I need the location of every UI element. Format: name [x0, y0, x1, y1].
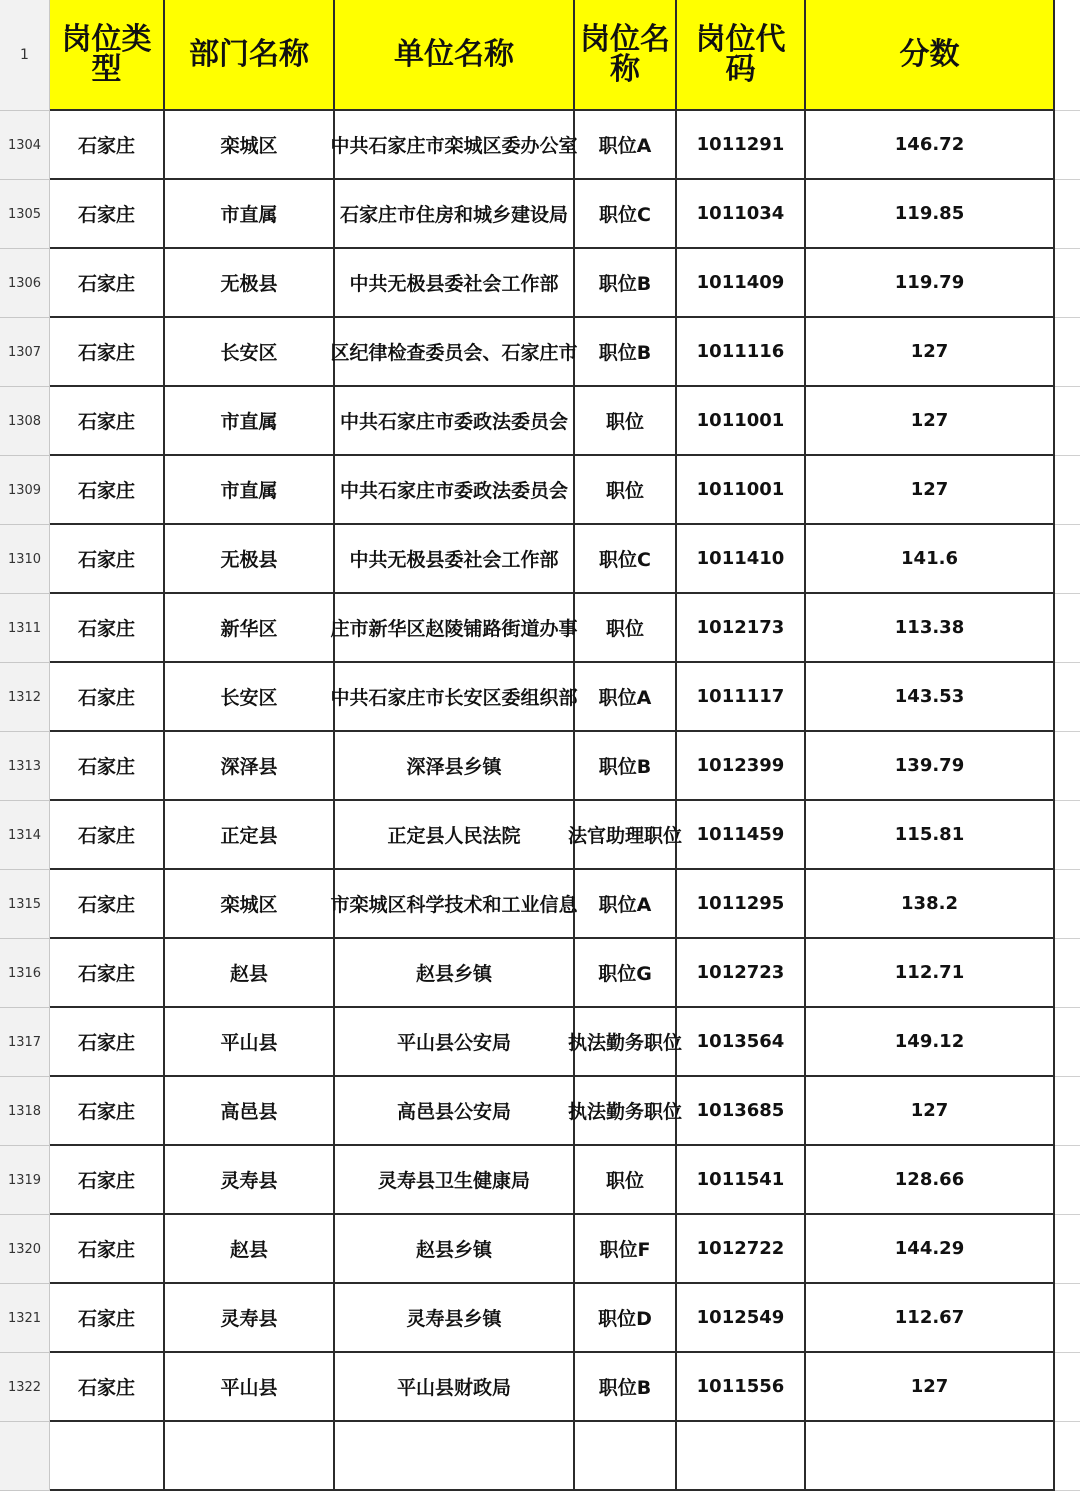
table-row [0, 180, 1080, 249]
cell-post-name[interactable]: 职位F [575, 1215, 677, 1284]
table-row [0, 594, 1080, 663]
cell-post-code[interactable]: 1012549 [677, 1284, 806, 1353]
table-row [0, 1353, 1080, 1422]
cell-unit[interactable]: 中共石家庄市栾城区委办公室 [335, 111, 575, 180]
row-number[interactable]: 1312 [0, 663, 50, 732]
cell-post-name[interactable]: 职位 [575, 1146, 677, 1215]
table-row [0, 318, 1080, 387]
cell-score[interactable]: 127 [806, 1353, 1055, 1422]
cell-post-name[interactable]: 执法勤务职位 [575, 1008, 677, 1077]
cell-post-type[interactable]: 石家庄 [50, 663, 165, 732]
empty-cell[interactable] [1055, 387, 1080, 456]
cell-post-code[interactable]: 1011459 [677, 801, 806, 870]
cell-unit[interactable]: 区纪律检查委员会、石家庄市 [335, 318, 575, 387]
row-number[interactable]: 1305 [0, 180, 50, 249]
table-row [0, 1077, 1080, 1146]
column-header-score[interactable]: 分数 [806, 0, 1055, 111]
cell-score[interactable]: 127 [806, 318, 1055, 387]
cell-score[interactable]: 119.85 [806, 180, 1055, 249]
cell-unit[interactable]: 庄市新华区赵陵铺路街道办事 [335, 594, 575, 663]
cell-department[interactable]: 平山县 [165, 1008, 335, 1077]
cell-score[interactable]: 127 [806, 387, 1055, 456]
table-cell[interactable] [575, 1422, 677, 1491]
table-row [0, 870, 1080, 939]
cell-post-name[interactable]: 职位 [575, 456, 677, 525]
table-row [0, 1008, 1080, 1077]
cell-post-name[interactable]: 职位C [575, 180, 677, 249]
empty-cell[interactable] [1055, 111, 1080, 180]
cell-post-name[interactable]: 职位 [575, 387, 677, 456]
column-header-department[interactable]: 部门名称 [165, 0, 335, 111]
row-number[interactable]: 1 [0, 0, 50, 111]
table-row [0, 525, 1080, 594]
cell-post-type[interactable]: 石家庄 [50, 801, 165, 870]
cell-post-code[interactable]: 1011295 [677, 870, 806, 939]
cell-post-type[interactable]: 石家庄 [50, 939, 165, 1008]
empty-cell[interactable] [1055, 525, 1080, 594]
column-header-post-code[interactable]: 岗位代码 [677, 0, 806, 111]
cell-department[interactable]: 市直属 [165, 180, 335, 249]
cell-post-type[interactable]: 石家庄 [50, 180, 165, 249]
empty-cell[interactable] [1055, 1146, 1080, 1215]
empty-cell[interactable] [1055, 1215, 1080, 1284]
row-number[interactable]: 1310 [0, 525, 50, 594]
cell-department[interactable]: 正定县 [165, 801, 335, 870]
row-number[interactable] [0, 1422, 50, 1491]
cell-post-name[interactable]: 职位B [575, 1353, 677, 1422]
cell-post-type[interactable]: 石家庄 [50, 1284, 165, 1353]
cell-post-code[interactable]: 1011541 [677, 1146, 806, 1215]
cell-department[interactable]: 灵寿县 [165, 1284, 335, 1353]
table-cell[interactable] [335, 1422, 575, 1491]
cell-unit[interactable]: 平山县财政局 [335, 1353, 575, 1422]
empty-cell[interactable] [1055, 594, 1080, 663]
cell-unit[interactable]: 高邑县公安局 [335, 1077, 575, 1146]
table-cell[interactable] [677, 1422, 806, 1491]
cell-department[interactable]: 灵寿县 [165, 1146, 335, 1215]
cell-post-name[interactable]: 职位 [575, 594, 677, 663]
cell-unit[interactable]: 中共石家庄市委政法委员会 [335, 387, 575, 456]
table-row [0, 663, 1080, 732]
cell-post-code[interactable]: 1011291 [677, 111, 806, 180]
cell-unit[interactable]: 石家庄市住房和城乡建设局 [335, 180, 575, 249]
cell-unit[interactable]: 平山县公安局 [335, 1008, 575, 1077]
cell-post-code[interactable]: 1012722 [677, 1215, 806, 1284]
cell-post-name[interactable]: 执法勤务职位 [575, 1077, 677, 1146]
cell-unit[interactable]: 正定县人民法院 [335, 801, 575, 870]
empty-cell[interactable] [1055, 1008, 1080, 1077]
table-cell[interactable] [806, 1422, 1055, 1491]
cell-unit[interactable]: 赵县乡镇 [335, 1215, 575, 1284]
table-row [0, 732, 1080, 801]
partial-row [0, 1422, 1080, 1491]
row-number[interactable]: 1304 [0, 111, 50, 180]
cell-post-name[interactable]: 职位B [575, 318, 677, 387]
cell-unit[interactable]: 市栾城区科学技术和工业信息 [335, 870, 575, 939]
cell-department[interactable]: 栾城区 [165, 111, 335, 180]
cell-post-name[interactable]: 职位G [575, 939, 677, 1008]
row-number[interactable]: 1319 [0, 1146, 50, 1215]
column-header-post-type[interactable]: 岗位类型 [50, 0, 165, 111]
row-number[interactable]: 1317 [0, 1008, 50, 1077]
cell-post-code[interactable]: 1011001 [677, 456, 806, 525]
cell-post-type[interactable]: 石家庄 [50, 387, 165, 456]
empty-cell[interactable] [1055, 249, 1080, 318]
cell-unit[interactable]: 灵寿县乡镇 [335, 1284, 575, 1353]
cell-score[interactable]: 112.71 [806, 939, 1055, 1008]
cell-score[interactable]: 115.81 [806, 801, 1055, 870]
cell-post-code[interactable]: 1011001 [677, 387, 806, 456]
empty-cell[interactable] [1055, 1353, 1080, 1422]
cell-post-type[interactable]: 石家庄 [50, 870, 165, 939]
cell-post-code[interactable]: 1011116 [677, 318, 806, 387]
cell-score[interactable]: 112.67 [806, 1284, 1055, 1353]
cell-unit[interactable]: 灵寿县卫生健康局 [335, 1146, 575, 1215]
cell-score[interactable]: 144.29 [806, 1215, 1055, 1284]
row-number[interactable]: 1316 [0, 939, 50, 1008]
column-header-unit[interactable]: 单位名称 [335, 0, 575, 111]
row-number[interactable]: 1307 [0, 318, 50, 387]
cell-post-code[interactable]: 1011410 [677, 525, 806, 594]
row-number[interactable]: 1314 [0, 801, 50, 870]
empty-cell[interactable] [1055, 0, 1080, 111]
cell-post-type[interactable]: 石家庄 [50, 1215, 165, 1284]
cell-post-code[interactable]: 1012723 [677, 939, 806, 1008]
cell-department[interactable]: 市直属 [165, 456, 335, 525]
cell-post-type[interactable]: 石家庄 [50, 1008, 165, 1077]
cell-score[interactable]: 138.2 [806, 870, 1055, 939]
table-row [0, 387, 1080, 456]
cell-score[interactable]: 113.38 [806, 594, 1055, 663]
cell-department[interactable]: 高邑县 [165, 1077, 335, 1146]
cell-department[interactable]: 平山县 [165, 1353, 335, 1422]
empty-cell[interactable] [1055, 180, 1080, 249]
cell-department[interactable]: 无极县 [165, 525, 335, 594]
cell-post-type[interactable]: 石家庄 [50, 732, 165, 801]
table-row [0, 1146, 1080, 1215]
cell-post-code[interactable]: 1013564 [677, 1008, 806, 1077]
cell-score[interactable]: 143.53 [806, 663, 1055, 732]
cell-unit[interactable]: 赵县乡镇 [335, 939, 575, 1008]
row-number[interactable]: 1315 [0, 870, 50, 939]
cell-score[interactable]: 128.66 [806, 1146, 1055, 1215]
cell-department[interactable]: 赵县 [165, 939, 335, 1008]
column-header-post-name[interactable]: 岗位名称 [575, 0, 677, 111]
table-row [0, 249, 1080, 318]
cell-post-name[interactable]: 职位A [575, 663, 677, 732]
cell-post-type[interactable]: 石家庄 [50, 525, 165, 594]
table-row [0, 111, 1080, 180]
cell-department[interactable]: 市直属 [165, 387, 335, 456]
table-cell[interactable] [50, 1422, 165, 1491]
cell-post-name[interactable]: 法官助理职位 [575, 801, 677, 870]
cell-department[interactable]: 新华区 [165, 594, 335, 663]
cell-post-code[interactable]: 1013685 [677, 1077, 806, 1146]
cell-score[interactable]: 146.72 [806, 111, 1055, 180]
row-number[interactable]: 1311 [0, 594, 50, 663]
cell-post-type[interactable]: 石家庄 [50, 1077, 165, 1146]
empty-cell[interactable] [1055, 1422, 1080, 1491]
cell-unit[interactable]: 中共石家庄市委政法委员会 [335, 456, 575, 525]
cell-department[interactable]: 无极县 [165, 249, 335, 318]
table-row [0, 1215, 1080, 1284]
cell-score[interactable]: 127 [806, 1077, 1055, 1146]
cell-post-code[interactable]: 1011556 [677, 1353, 806, 1422]
row-number[interactable]: 1306 [0, 249, 50, 318]
cell-post-code[interactable]: 1011409 [677, 249, 806, 318]
cell-unit[interactable]: 深泽县乡镇 [335, 732, 575, 801]
cell-post-name[interactable]: 职位D [575, 1284, 677, 1353]
cell-post-type[interactable]: 石家庄 [50, 456, 165, 525]
empty-cell[interactable] [1055, 1284, 1080, 1353]
cell-score[interactable]: 139.79 [806, 732, 1055, 801]
table-cell[interactable] [165, 1422, 335, 1491]
empty-cell[interactable] [1055, 939, 1080, 1008]
cell-post-name[interactable]: 职位B [575, 732, 677, 801]
cell-unit[interactable]: 中共无极县委社会工作部 [335, 249, 575, 318]
row-number[interactable]: 1322 [0, 1353, 50, 1422]
header-row [0, 0, 1080, 111]
cell-unit[interactable]: 中共无极县委社会工作部 [335, 525, 575, 594]
cell-post-type[interactable]: 石家庄 [50, 1146, 165, 1215]
cell-score[interactable]: 127 [806, 456, 1055, 525]
row-number[interactable]: 1321 [0, 1284, 50, 1353]
cell-post-type[interactable]: 石家庄 [50, 249, 165, 318]
row-number[interactable]: 1309 [0, 456, 50, 525]
cell-department[interactable]: 深泽县 [165, 732, 335, 801]
cell-score[interactable]: 149.12 [806, 1008, 1055, 1077]
cell-department[interactable]: 长安区 [165, 318, 335, 387]
cell-score[interactable]: 141.6 [806, 525, 1055, 594]
cell-post-name[interactable]: 职位A [575, 111, 677, 180]
cell-post-code[interactable]: 1012399 [677, 732, 806, 801]
cell-post-type[interactable]: 石家庄 [50, 318, 165, 387]
empty-cell[interactable] [1055, 1077, 1080, 1146]
row-number[interactable]: 1308 [0, 387, 50, 456]
cell-post-name[interactable]: 职位C [575, 525, 677, 594]
empty-cell[interactable] [1055, 456, 1080, 525]
row-number[interactable]: 1318 [0, 1077, 50, 1146]
empty-cell[interactable] [1055, 801, 1080, 870]
cell-post-type[interactable]: 石家庄 [50, 1353, 165, 1422]
cell-department[interactable]: 栾城区 [165, 870, 335, 939]
table-row [0, 939, 1080, 1008]
table-row [0, 456, 1080, 525]
cell-post-code[interactable]: 1011034 [677, 180, 806, 249]
table-row [0, 801, 1080, 870]
empty-cell[interactable] [1055, 663, 1080, 732]
cell-score[interactable]: 119.79 [806, 249, 1055, 318]
cell-post-code[interactable]: 1012173 [677, 594, 806, 663]
cell-department[interactable]: 长安区 [165, 663, 335, 732]
cell-post-type[interactable]: 石家庄 [50, 594, 165, 663]
row-number[interactable]: 1320 [0, 1215, 50, 1284]
cell-post-type[interactable]: 石家庄 [50, 111, 165, 180]
row-number[interactable]: 1313 [0, 732, 50, 801]
table-row [0, 1284, 1080, 1353]
cell-post-code[interactable]: 1011117 [677, 663, 806, 732]
empty-cell[interactable] [1055, 318, 1080, 387]
cell-post-name[interactable]: 职位A [575, 870, 677, 939]
empty-cell[interactable] [1055, 870, 1080, 939]
empty-cell[interactable] [1055, 732, 1080, 801]
cell-department[interactable]: 赵县 [165, 1215, 335, 1284]
cell-unit[interactable]: 中共石家庄市长安区委组织部 [335, 663, 575, 732]
cell-post-name[interactable]: 职位B [575, 249, 677, 318]
